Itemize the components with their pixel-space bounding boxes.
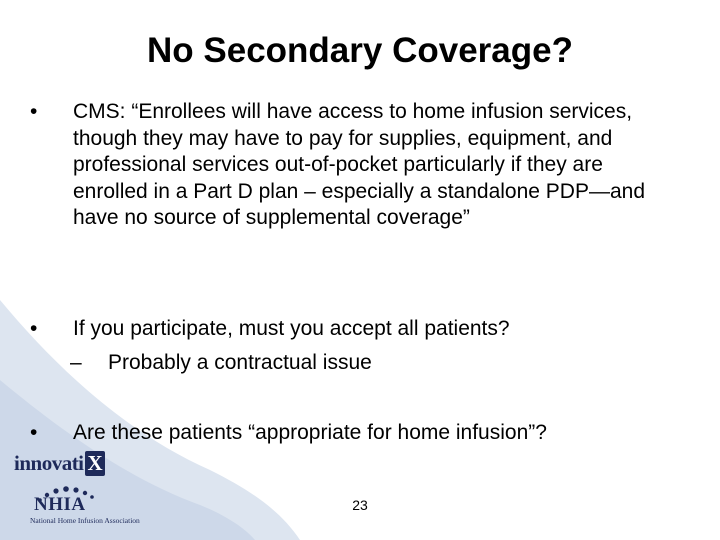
innovatix-logo	[14, 451, 105, 476]
page-number: 23	[352, 497, 368, 513]
nhia-logo-text: NHIA	[34, 494, 86, 515]
slide-title: No Secondary Coverage?	[147, 31, 573, 70]
innovatix-x-mark: X	[85, 451, 106, 476]
sub-bullet-marker: –	[70, 351, 82, 374]
nhia-logo-subtitle: National Home Infusion Association	[30, 516, 140, 525]
bullet-item-cms-quote	[30, 99, 660, 232]
bullet-item-participation	[30, 316, 660, 343]
bullet-marker: •	[30, 421, 38, 444]
bullet-text: If you participate, must you accept all patients?	[73, 317, 510, 340]
sub-bullet-item	[70, 350, 670, 377]
bullet-text: Are these patients “appropriate for home infusion”?	[73, 421, 547, 444]
bullet-text: CMS: “Enrollees will have access to home infusion services, though they may have to pay for supplies, equipment, and professional services out-of-pocket particularly if they are enrolled in a Part D plan – especially a standalone PDP—and have no source of supplemental coverage”	[73, 100, 646, 229]
bullet-item-appropriate	[30, 420, 660, 447]
bullet-marker: •	[30, 317, 38, 340]
sub-bullet-text: Probably a contractual issue	[108, 351, 372, 374]
bullet-marker: •	[30, 100, 38, 123]
innovatix-logo-text: innovati	[14, 451, 84, 475]
